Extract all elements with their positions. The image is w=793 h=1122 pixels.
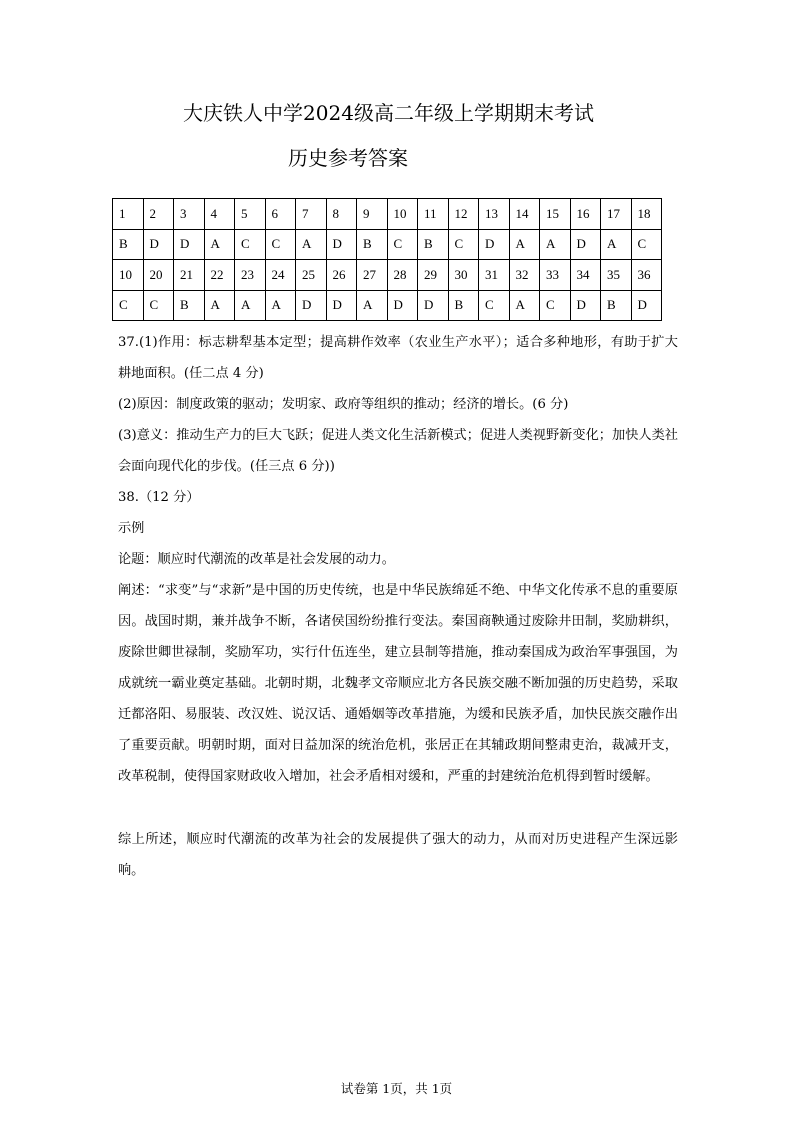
answer-table-cell: 15 — [540, 199, 571, 230]
answer-table-cell: A — [509, 290, 540, 321]
answer-table-cell: C — [265, 229, 296, 260]
answer-table-cell: A — [601, 229, 632, 260]
document-title: 大庆铁人中学2024级高二年级上学期期末考试 — [183, 101, 594, 125]
answer-table-cell: 22 — [204, 260, 235, 291]
answer-table-cell: D — [326, 229, 357, 260]
answer-table-cell: C — [387, 229, 418, 260]
answer-table-cell: D — [143, 229, 174, 260]
answer-table-cell: 35 — [601, 260, 632, 291]
answer-table-cell: D — [326, 290, 357, 321]
answer-table-cell: 32 — [509, 260, 540, 291]
answer-table-cell: B — [418, 229, 449, 260]
answer-table — [112, 198, 662, 321]
answer-table-cell: C — [448, 229, 479, 260]
answer-table-cell: 27 — [357, 260, 388, 291]
answer-table-cell: D — [570, 290, 601, 321]
answer-table-cell: 7 — [296, 199, 327, 230]
answer-table-cell: A — [235, 290, 266, 321]
answer-table-cell: A — [357, 290, 388, 321]
answer-table-cell: A — [540, 229, 571, 260]
answer-table-cell: D — [418, 290, 449, 321]
answer-table-cell: 36 — [631, 260, 662, 291]
q37-part1: 37.(1)作用：标志耕犁基本定型；提高耕作效率（农业生产水平）；适合多种地形，有助于扩大耕地面积。(任二点 4 分) — [118, 335, 678, 381]
answer-table-cell: C — [540, 290, 571, 321]
answer-table-cell: B — [357, 229, 388, 260]
answer-table-cell: B — [113, 229, 144, 260]
answer-table-cell: C — [479, 290, 510, 321]
answer-table-cell: D — [387, 290, 418, 321]
answer-table-cell: 21 — [174, 260, 205, 291]
answer-table-cell: 10 — [113, 260, 144, 291]
answer-table-row — [113, 199, 662, 230]
answer-table-cell: 25 — [296, 260, 327, 291]
answer-table-row — [113, 229, 662, 260]
answer-table-row — [113, 260, 662, 291]
q38-example-label: 示例 — [118, 521, 145, 536]
answer-table-cell: 3 — [174, 199, 205, 230]
answer-table-row — [113, 290, 662, 321]
answer-table-cell: D — [631, 290, 662, 321]
answer-table-cell: A — [509, 229, 540, 260]
answer-table-cell: 34 — [570, 260, 601, 291]
answer-table-cell: A — [204, 229, 235, 260]
answer-table-cell: 4 — [204, 199, 235, 230]
answer-table-cell: B — [448, 290, 479, 321]
answer-table-cell: A — [204, 290, 235, 321]
q38-exposition: 阐述：“求变”与“求新”是中国的历史传统，也是中华民族绵延不绝、中华文化传承不息的重要原因。战国时期，兼并战争不断，各诸侯国纷纷推行变法。秦国商鞅通过废除井田制，奖励耕织，废除世卿世禄制，奖励军功，实行什伍连坐，建立县制等措施，推动秦国成为政治军事强国，为成就统一霸业奠定基础。北朝时期，北魏孝文帝顺应北方各民族交融不断加强的历史趋势，采取迁都洛阳、易服装、改汉姓、说汉话、通婚姻等改革措施，为缓和民族矛盾，加快民族交融作出了重要贡献。明朝时期，面对日益加深的统治危机，张居正在其辅政期间整肃吏治，裁减开支，改革税制，使得国家财政收入增加，社会矛盾相对缓和，严重的封建统治危机得到暂时缓解。 — [118, 583, 678, 784]
answer-table-cell: 17 — [601, 199, 632, 230]
answer-table-cell: 1 — [113, 199, 144, 230]
answer-table-cell: 8 — [326, 199, 357, 230]
answer-table-cell: B — [601, 290, 632, 321]
answer-table-cell: 13 — [479, 199, 510, 230]
q37-part2: (2)原因：制度政策的驱动；发明家、政府等组织的推动；经济的增长。(6 分) — [118, 397, 569, 412]
answer-table-cell: 31 — [479, 260, 510, 291]
answer-table-cell: C — [113, 290, 144, 321]
answer-table-cell: A — [296, 229, 327, 260]
answer-table-cell: 11 — [418, 199, 449, 230]
answer-table-cell: A — [265, 290, 296, 321]
answer-table-cell: 23 — [235, 260, 266, 291]
document-subtitle: 历史参考答案 — [288, 146, 408, 170]
q38-thesis: 论题：顺应时代潮流的改革是社会发展的动力。 — [118, 552, 395, 567]
answer-table-cell: 14 — [509, 199, 540, 230]
answer-table-cell: 20 — [143, 260, 174, 291]
answer-table-cell: 33 — [540, 260, 571, 291]
page-footer: 试卷第 1页，共 1页 — [340, 1081, 453, 1096]
q38-conclusion: 综上所述，顺应时代潮流的改革为社会的发展提供了强大的动力，从而对历史进程产生深远影响。 — [118, 832, 678, 878]
answer-table-cell: 28 — [387, 260, 418, 291]
answer-table-cell: 5 — [235, 199, 266, 230]
answer-table-cell: B — [174, 290, 205, 321]
answer-table-cell: 10 — [387, 199, 418, 230]
answer-table-cell: 16 — [570, 199, 601, 230]
answer-table-cell: C — [631, 229, 662, 260]
answer-table-cell: 18 — [631, 199, 662, 230]
answer-table-cell: 30 — [448, 260, 479, 291]
answer-table-cell: 9 — [357, 199, 388, 230]
q37-part3: (3)意义：推动生产力的巨大飞跃；促进人类文化生活新模式；促进人类视野新变化；加快人类社会面向现代化的步伐。(任三点 6 分)) — [118, 428, 678, 474]
answer-table-cell: 24 — [265, 260, 296, 291]
answer-table-cell: 12 — [448, 199, 479, 230]
answer-table-cell: D — [479, 229, 510, 260]
answer-table-cell: 6 — [265, 199, 296, 230]
answer-table-cell: 2 — [143, 199, 174, 230]
q38-heading: 38.（12 分） — [118, 490, 200, 505]
answer-table-cell: 26 — [326, 260, 357, 291]
answer-table-cell: D — [296, 290, 327, 321]
answer-table-cell: D — [174, 229, 205, 260]
answer-table-cell: D — [570, 229, 601, 260]
answer-table-cell: C — [235, 229, 266, 260]
answer-table-cell: 29 — [418, 260, 449, 291]
answer-table-cell: C — [143, 290, 174, 321]
